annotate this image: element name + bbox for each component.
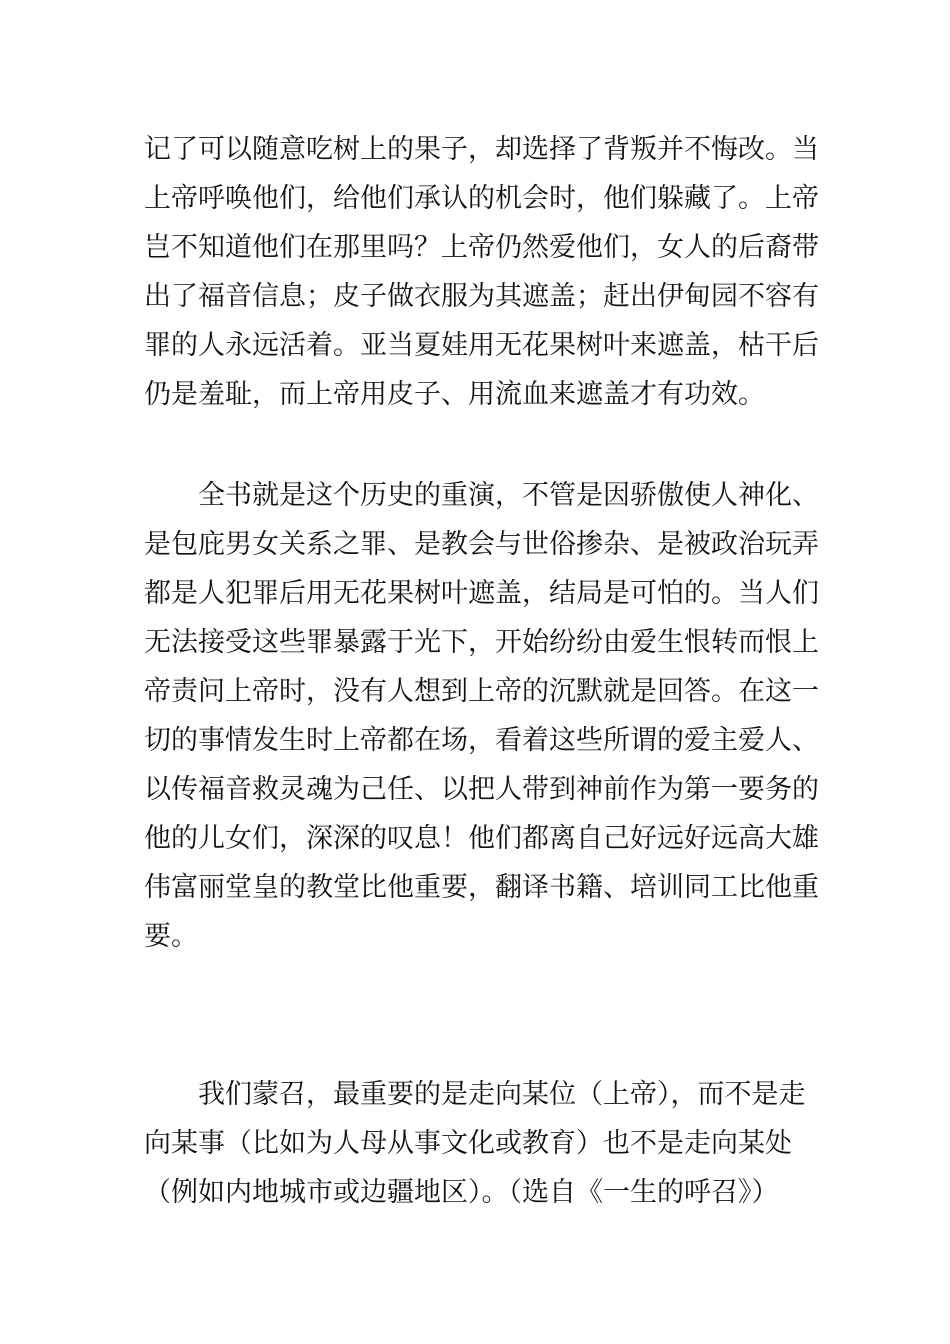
paragraph-2-line-7: 以传福音救灵魂为己任、以把人带到神前作为第一要务的	[144, 774, 819, 805]
paragraph-3-line-2: 向某事（比如为人母从事文化或教育）也不是走向某处	[144, 1128, 792, 1159]
paragraph-1-line-6: 仍是羞耻，而上帝用皮子、用流血来遮盖才有功效。	[144, 379, 765, 410]
paragraph-2-line-8: 他的儿女们，深深的叹息！他们都离自己好远好远高大雄	[144, 823, 819, 854]
paragraph-1-line-5: 罪的人永远活着。亚当夏娃用无花果树叶来遮盖，枯干后	[144, 330, 819, 361]
paragraph-3-line-1: 我们蒙召，最重要的是走向某位（上帝），而不是走	[198, 1079, 806, 1110]
paragraph-2-line-2: 是包庇男女关系之罪、是教会与世俗掺杂、是被政治玩弄	[144, 529, 819, 560]
paragraph-3-line-3: （例如内地城市或边疆地区）。（选自《一生的呼召》）	[144, 1177, 779, 1208]
paragraph-2-line-6: 切的事情发生时上帝都在场，看着这些所谓的爱主爱人、	[144, 725, 819, 756]
paragraph-2-line-5: 帝责问上帝时，没有人想到上帝的沉默就是回答。在这一	[144, 676, 819, 707]
paragraph-2-line-3: 都是人犯罪后用无花果树叶遮盖，结局是可怕的。当人们	[144, 578, 819, 609]
paragraph-1-line-2: 上帝呼唤他们，给他们承认的机会时，他们躲藏了。上帝	[144, 183, 819, 214]
paragraph-2-line-9: 伟富丽堂皇的教堂比他重要，翻译书籍、培训同工比他重	[144, 872, 819, 903]
paragraph-2-line-1: 全书就是这个历史的重演，不管是因骄傲使人神化、	[198, 480, 819, 511]
paragraph-1-line-3: 岂不知道他们在那里吗？上帝仍然爱他们，女人的后裔带	[144, 232, 819, 263]
paragraph-2-line-10: 要。	[144, 921, 198, 952]
paragraph-1-line-1: 记了可以随意吃树上的果子，却选择了背叛并不悔改。当	[144, 134, 819, 165]
paragraph-1-line-4: 出了福音信息；皮子做衣服为其遮盖；赶出伊甸园不容有	[144, 281, 819, 312]
paragraph-2-line-4: 无法接受这些罪暴露于光下，开始纷纷由爱生恨转而恨上	[144, 627, 819, 658]
